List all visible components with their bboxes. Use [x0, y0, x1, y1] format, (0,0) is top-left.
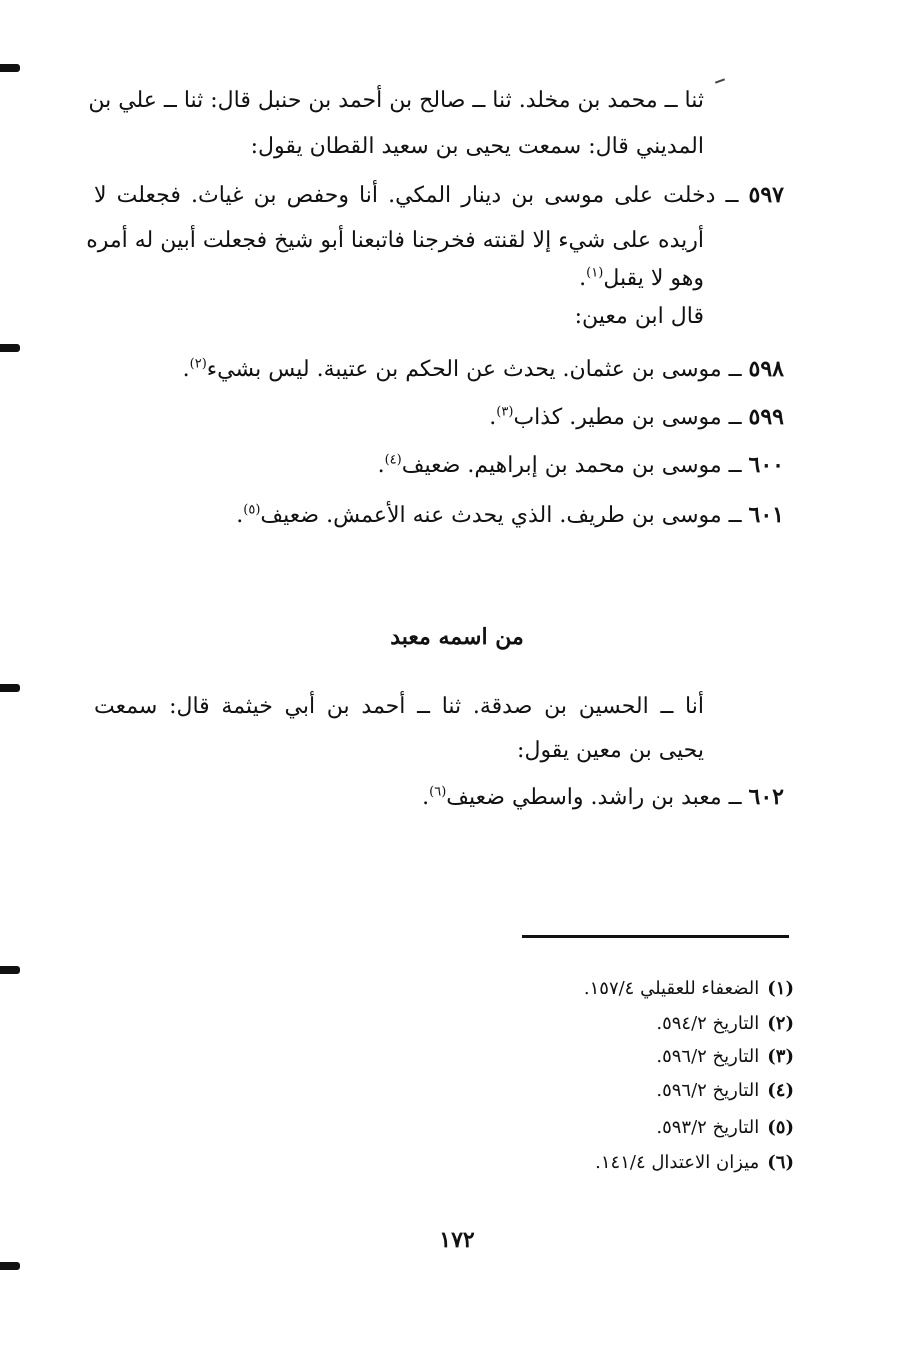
- scan-edge-mark: [0, 966, 20, 974]
- footnote-ref: (٣): [496, 404, 514, 420]
- footnote: (٤)التاريخ ٥٩٦/٢.: [656, 1080, 794, 1101]
- footnote-ref: (٦): [429, 784, 447, 800]
- text-line: قال ابن معين:: [574, 304, 704, 329]
- entry-number: ٦٠٢: [748, 784, 784, 810]
- footnote: (٣)التاريخ ٥٩٦/٢.: [656, 1046, 794, 1067]
- scan-edge-mark: [0, 1262, 20, 1270]
- entry-601: ٦٠١ ــ موسى بن طريف. الذي يحدث عنه الأعمش. ضعيف$^{(٥)}$.: [236, 502, 784, 528]
- entry-number: ٥٩٧: [748, 182, 784, 208]
- text-line: المديني قال: سمعت يحيى بن سعيد القطان يقول:: [250, 134, 704, 159]
- scan-edge-mark: [0, 684, 20, 692]
- entry-602: ٦٠٢ ــ معبد بن راشد. واسطي ضعيف$^{(٦)}$.: [422, 784, 784, 810]
- scan-edge-mark: [0, 64, 20, 72]
- footnote: (١)الضعفاء للعقيلي ١٥٧/٤.: [583, 978, 794, 999]
- text-line: وهو لا يقبل$^{(١)}$.: [579, 265, 704, 291]
- page-number: ١٧٢: [439, 1227, 475, 1253]
- entry-number: ٥٩٨: [748, 356, 784, 382]
- entry-number: ٦٠١: [748, 502, 784, 528]
- entry-599: ٥٩٩ ــ موسى بن مطير. كذاب$^{(٣)}$.: [489, 404, 784, 430]
- section-heading: من اسمه معبد: [390, 624, 524, 650]
- footnote: (٢)التاريخ ٥٩٤/٢.: [656, 1013, 794, 1034]
- footnote-ref: (١): [586, 265, 604, 281]
- scan-artifact: [715, 78, 725, 83]
- footnote-ref: (٢): [189, 356, 207, 372]
- text-line: ثنا ــ محمد بن مخلد. ثنا ــ صالح بن أحمد بن حنبل قال: ثنا ــ علي بن: [88, 88, 704, 113]
- footnote-separator: [522, 935, 789, 938]
- entry-598: ٥٩٨ ــ موسى بن عثمان. يحدث عن الحكم بن عتيبة. ليس بشيء$^{(٢)}$.: [182, 356, 784, 382]
- entry-number: ٥٩٩: [748, 404, 784, 430]
- entry-number: ٦٠٠: [748, 452, 784, 478]
- text-line: أريده على شيء إلا لقنته فخرجنا فاتبعنا أبو شيخ فجعلت أبين له أمره: [86, 228, 704, 253]
- text-line: يحيى بن معين يقول:: [517, 738, 704, 763]
- text-line: أنا ــ الحسين بن صدقة. ثنا ــ أحمد بن أبي خيثمة قال: سمعت: [94, 694, 704, 719]
- footnote: (٦)ميزان الاعتدال ١٤١/٤.: [595, 1152, 794, 1173]
- footnote-ref: (٥): [243, 502, 261, 518]
- scan-edge-mark: [0, 344, 20, 352]
- entry-597: ٥٩٧ ــ دخلت على موسى بن دينار المكي. أنا وحفص بن غياث. فجعلت لا: [94, 182, 784, 208]
- entry-600: ٦٠٠ ــ موسى بن محمد بن إبراهيم. ضعيف$^{(٤)}$.: [377, 452, 784, 478]
- footnote: (٥)التاريخ ٥٩٣/٢.: [656, 1117, 794, 1138]
- footnote-ref: (٤): [384, 452, 402, 468]
